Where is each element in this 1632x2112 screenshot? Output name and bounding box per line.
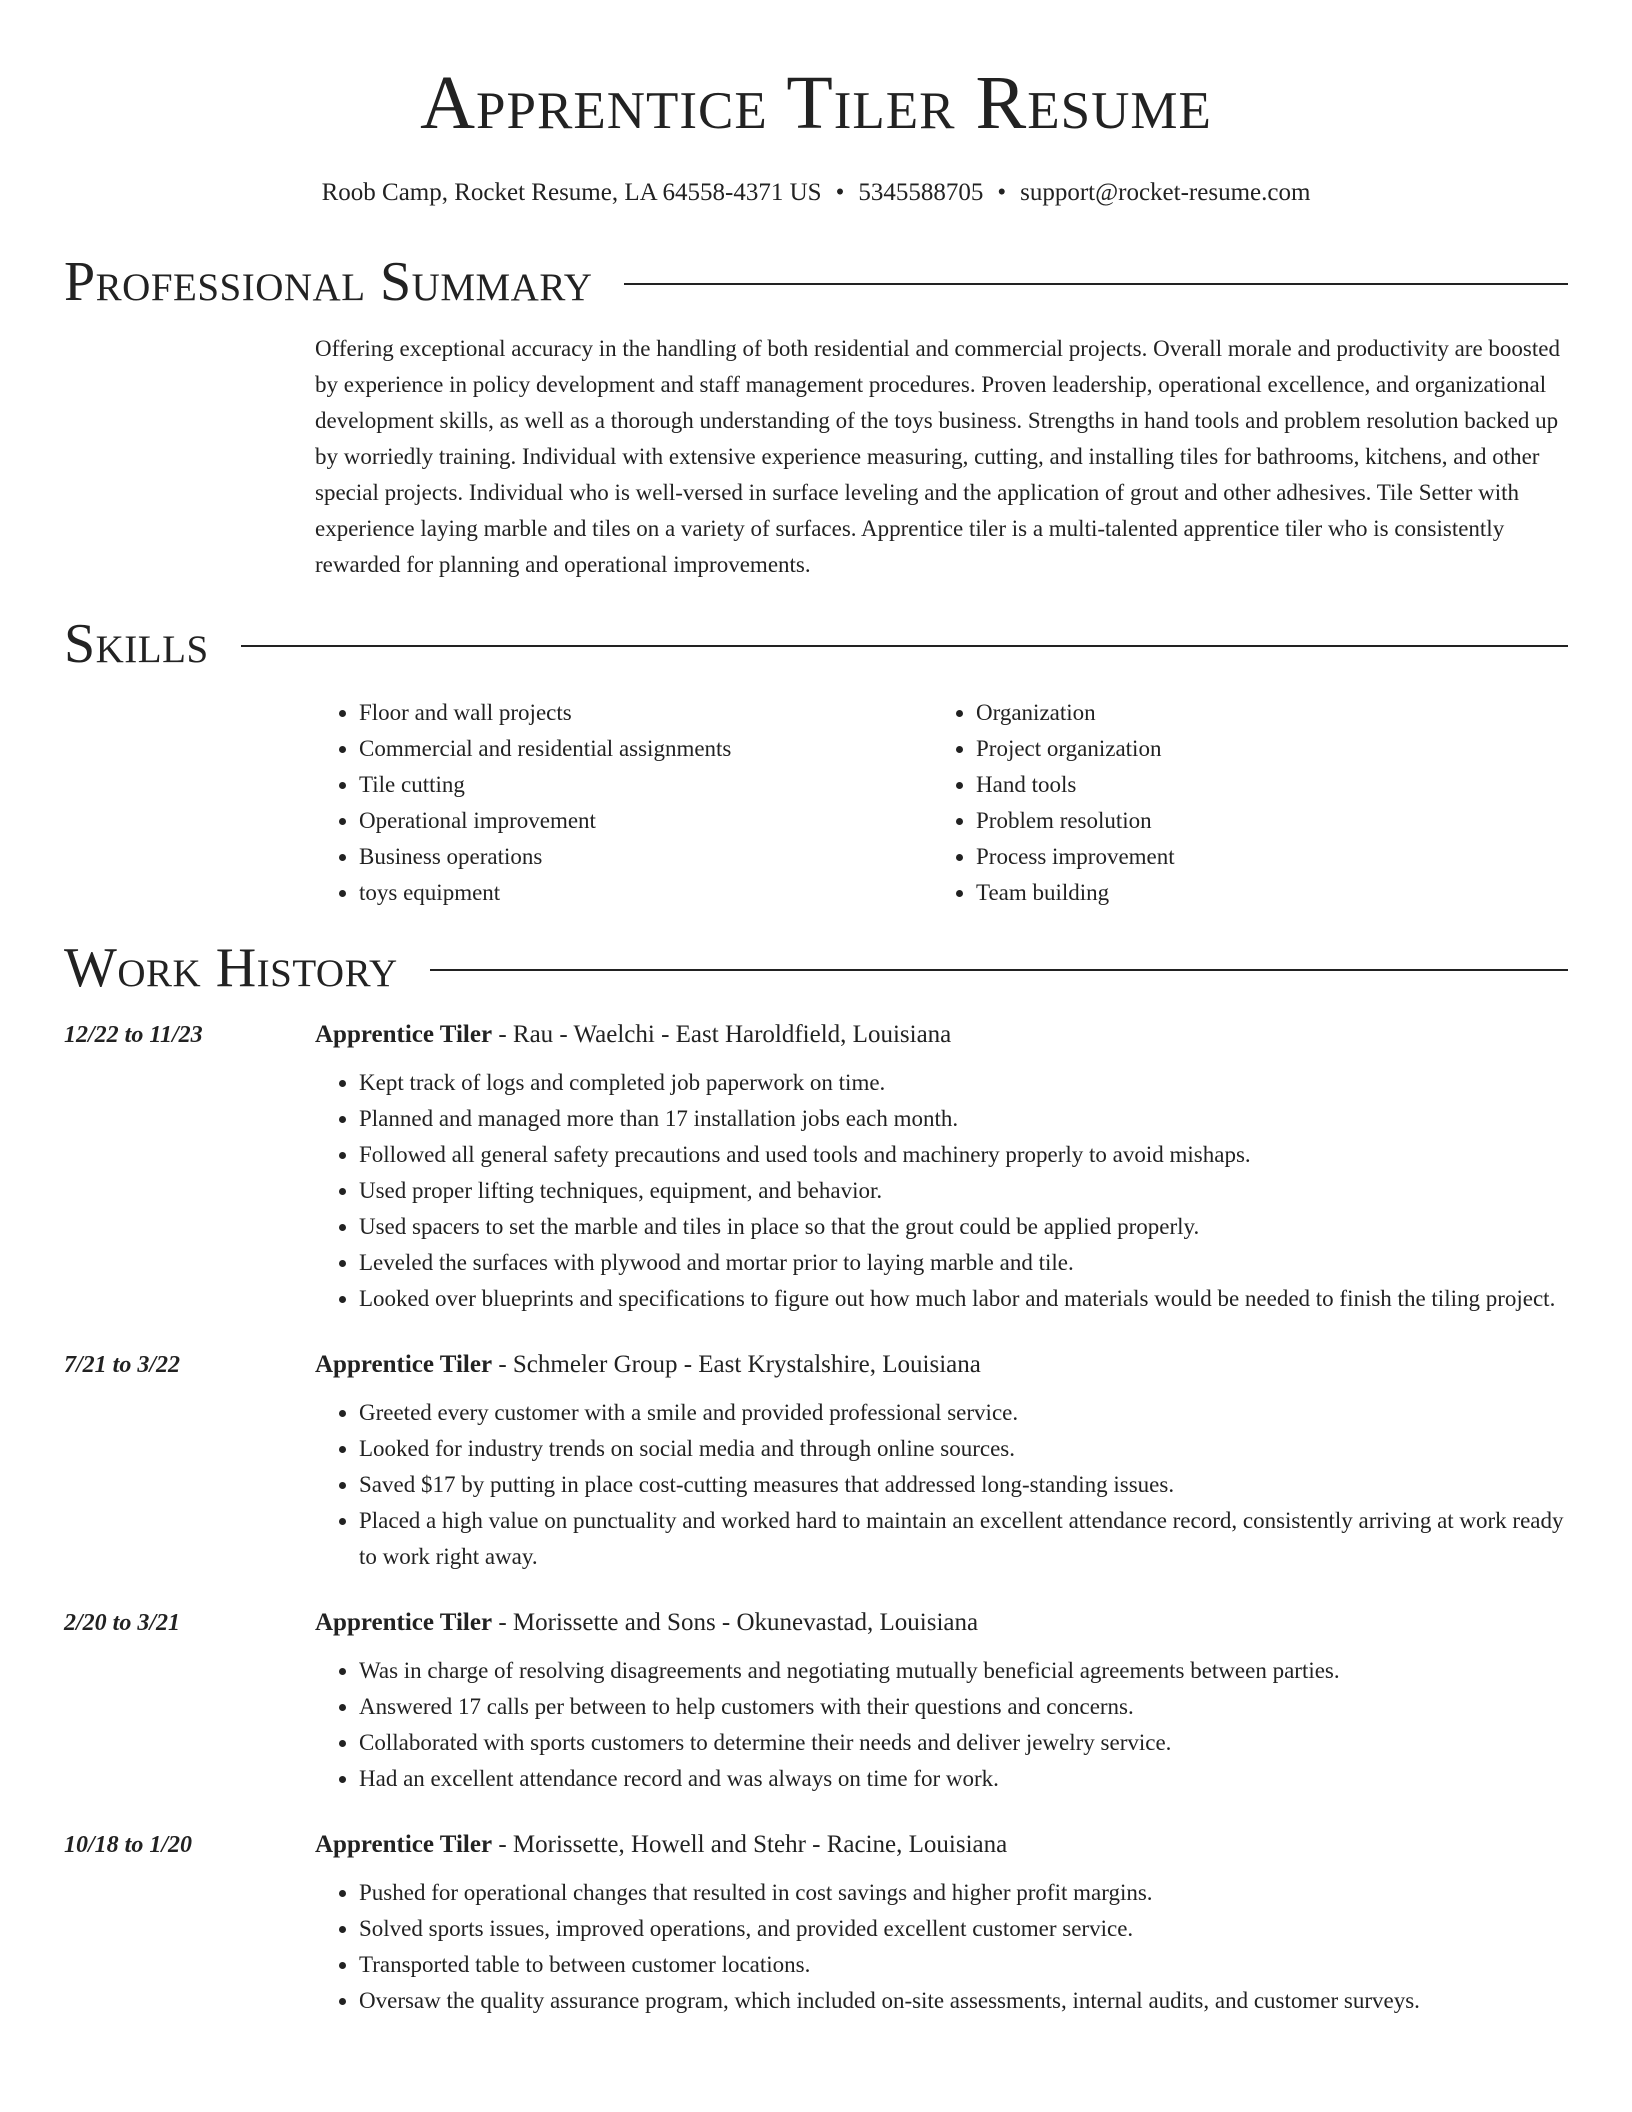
job-bullets [315, 1065, 1568, 1317]
section-header-summary [64, 247, 1568, 317]
contact-separator: • [997, 179, 1007, 206]
job-bullet: • Looked over blueprints and specifications to figure out how much labor and materials would be needed to finish the tiling project. [359, 1281, 1568, 1317]
skills-column-left [315, 695, 932, 911]
section-rule [241, 645, 1568, 647]
job-bullets [315, 1395, 1568, 1575]
job-bullet: • Was in charge of resolving disagreements and negotiating mutually beneficial agreements between parties. [359, 1653, 1568, 1689]
job-role: Apprentice Tiler [315, 1351, 493, 1378]
resume-title: Apprentice Tiler Resume [420, 61, 1212, 145]
job-bullet: • Looked for industry trends on social media and through online sources. [359, 1431, 1568, 1467]
section-title-skills: Skills [64, 613, 209, 675]
job-role: Apprentice Tiler [315, 1831, 493, 1858]
job-bullet: • Used spacers to set the marble and tiles in place so that the grout could be applied properly. [359, 1209, 1568, 1245]
job-entry [64, 1603, 1568, 1797]
job-entry [64, 1825, 1568, 2019]
contact-address: Roob Camp, Rocket Resume, LA 64558-4371 US [321, 179, 822, 206]
job-dates: 2/20 to 3/21 [64, 1610, 181, 1636]
contact-separator: • [835, 179, 845, 206]
skill-item: • Problem resolution [976, 803, 1549, 839]
resume-page [64, 0, 1568, 2019]
job-bullet: • Oversaw the quality assurance program, which included on-site assessments, internal audits, and customer surveys. [359, 1983, 1568, 2019]
job-bullets [315, 1653, 1568, 1797]
job-bullet: • Solved sports issues, improved operations, and provided excellent customer service. [359, 1911, 1568, 1947]
section-title-work: Work History [64, 937, 398, 999]
contact-phone: 5345588705 [858, 179, 984, 206]
job-bullet: • Saved $17 by putting in place cost-cutting measures that addressed long-standing issues. [359, 1467, 1568, 1503]
job-bullet: • Kept track of logs and completed job paperwork on time. [359, 1065, 1568, 1101]
skill-item: • Commercial and residential assignments [359, 731, 932, 767]
section-rule [430, 969, 1568, 971]
skill-item: • Process improvement [976, 839, 1549, 875]
summary-block [315, 331, 1568, 583]
job-employer: - Rau - Waelchi - East Haroldfield, Louisiana [492, 1021, 952, 1048]
job-heading [315, 1345, 1568, 1385]
skills-column-right [932, 695, 1549, 911]
job-bullet: • Collaborated with sports customers to determine their needs and deliver jewelry service. [359, 1725, 1568, 1761]
job-role: Apprentice Tiler [315, 1021, 493, 1048]
job-employer: - Morissette and Sons - Okunevastad, Louisiana [492, 1609, 979, 1636]
skill-item: • Floor and wall projects [359, 695, 932, 731]
job-dates: 10/18 to 1/20 [64, 1832, 193, 1858]
job-dates: 12/22 to 11/23 [64, 1022, 203, 1048]
section-header-skills [64, 609, 1568, 679]
job-bullet: • Used proper lifting techniques, equipment, and behavior. [359, 1173, 1568, 1209]
job-dates: 7/21 to 3/22 [64, 1352, 181, 1378]
skill-item: • Operational improvement [359, 803, 932, 839]
skill-item: • Tile cutting [359, 767, 932, 803]
job-bullet: • Pushed for operational changes that resulted in cost savings and higher profit margins. [359, 1875, 1568, 1911]
skill-item: • Organization [976, 695, 1549, 731]
job-entry [64, 1345, 1568, 1575]
skill-item: • Project organization [976, 731, 1549, 767]
job-bullet: • Transported table to between customer locations. [359, 1947, 1568, 1983]
section-rule [624, 283, 1568, 285]
job-bullet: • Planned and managed more than 17 installation jobs each month. [359, 1101, 1568, 1137]
skill-item: • Business operations [359, 839, 932, 875]
skills-list [315, 695, 1568, 911]
job-bullet: • Answered 17 calls per between to help customers with their questions and concerns. [359, 1689, 1568, 1725]
skill-item: • Hand tools [976, 767, 1549, 803]
job-heading [315, 1015, 1568, 1055]
skill-item: • toys equipment [359, 875, 932, 911]
job-bullet: • Followed all general safety precautions and used tools and machinery properly to avoid mishaps. [359, 1137, 1568, 1173]
job-employer: - Schmeler Group - East Krystalshire, Louisiana [492, 1351, 981, 1378]
job-bullet: • Greeted every customer with a smile and provided professional service. [359, 1395, 1568, 1431]
summary-text: Offering exceptional accuracy in the handling of both residential and commercial projects. Overall morale and productivity are boosted by experience in policy development and staff management procedures. Proven leadership, operational excellence, and organizational development skills, as well as a thorough understanding of the toys business. Strengths in hand tools and problem resolution backed up by worriedly training. Individual with extensive experience measuring, cutting, and installing tiles for bathrooms, kitchens, and other special projects. Individual who is well-versed in surface leveling and the application of grout and other adhesives. Tile Setter with experience laying marble and tiles on a variety of surfaces. Apprentice tiler is a multi-talented apprentice tiler who is consistently rewarded for planning and operational improvements. [315, 336, 1560, 577]
job-bullets [315, 1875, 1568, 2019]
section-title-summary: Professional Summary [64, 251, 593, 313]
skill-item: • Team building [976, 875, 1549, 911]
section-header-work [64, 933, 1568, 1003]
contact-email: support@rocket-resume.com [1020, 179, 1311, 206]
job-bullet: • Had an excellent attendance record and was always on time for work. [359, 1761, 1568, 1797]
job-employer: - Morissette, Howell and Stehr - Racine, Louisiana [492, 1831, 1008, 1858]
job-bullet: • Placed a high value on punctuality and worked hard to maintain an excellent attendance record, consistently arriving at work ready to work right away. [359, 1503, 1568, 1575]
job-entry [64, 1015, 1568, 1317]
job-bullet: • Leveled the surfaces with plywood and mortar prior to laying marble and tile. [359, 1245, 1568, 1281]
job-role: Apprentice Tiler [315, 1609, 493, 1636]
job-heading [315, 1825, 1568, 1865]
contact-line [64, 176, 1568, 210]
job-heading [315, 1603, 1568, 1643]
